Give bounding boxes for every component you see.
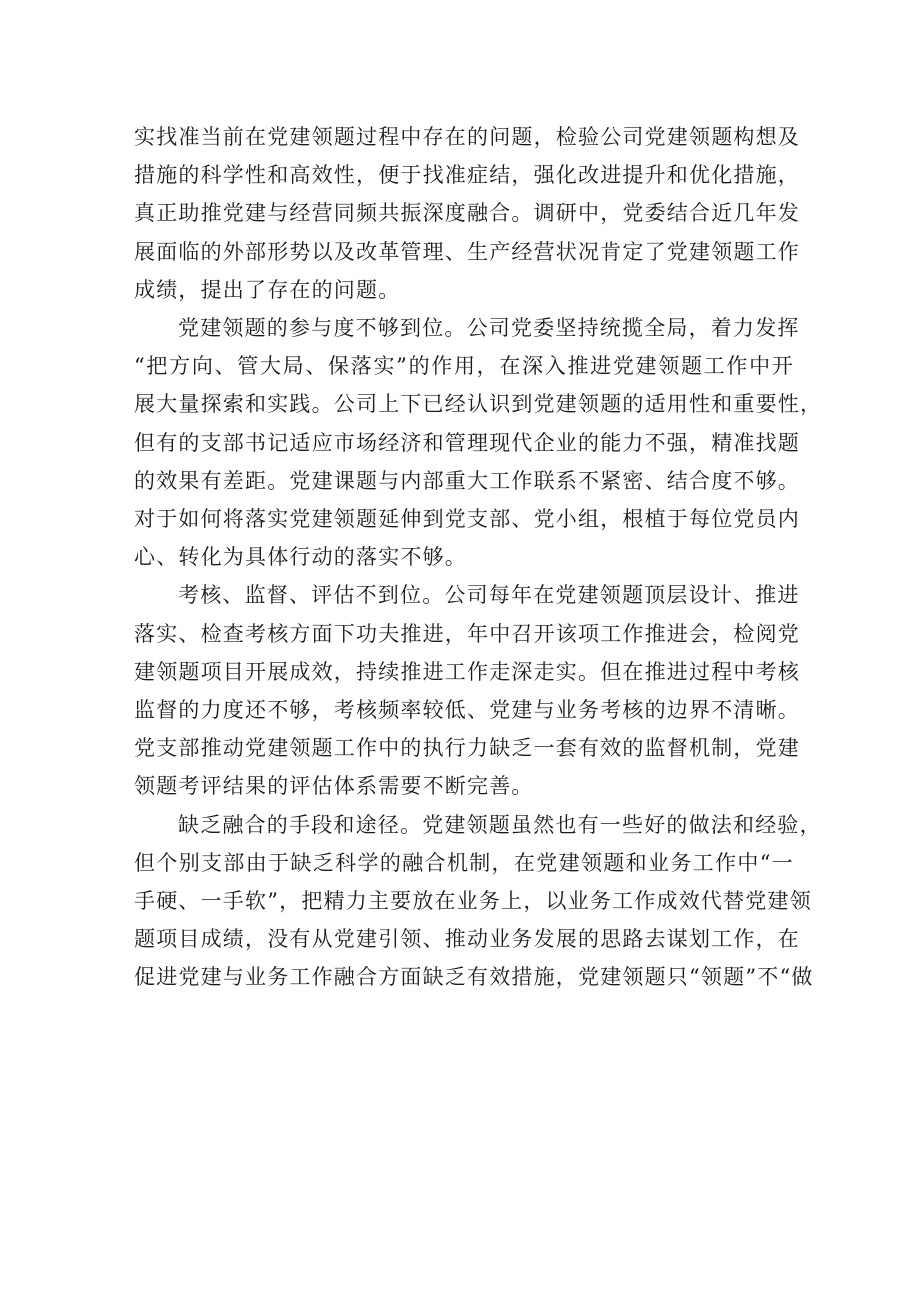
paragraph-3	[134, 576, 800, 805]
text-line: 落实、检查考核方面下功夫推进，年中召开该项工作推进会，检阅党	[134, 621, 800, 646]
text-line: 的效果有差距。党建课题与内部重大工作联系不紧密、结合度不够。	[134, 468, 800, 493]
text-line: 但有的支部书记适应市场经济和管理现代企业的能力不强，精准找题	[134, 430, 800, 455]
text-line: 党支部推动党建领题工作中的执行力缺乏一套有效的监督机制，党建	[134, 736, 800, 761]
paragraph-4	[134, 806, 822, 997]
text-line: 题项目成绩，没有从党建引领、推动业务发展的思路去谋划工作，在	[134, 927, 800, 952]
text-line: 手硬、一手软”，把精力主要放在业务上，以业务工作成效代替党建领	[134, 889, 812, 914]
text-line: 实找准当前在党建领题过程中存在的问题，检验公司党建领题构想及	[134, 125, 800, 149]
text-line: 心、转化为具体行动的落实不够。	[134, 545, 467, 570]
text-line: 但个别支部由于缺乏科学的融合机制，在党建领题和业务工作中“一	[134, 850, 794, 875]
text-line: 缺乏融合的手段和途径。党建领题虽然也有一些好的做法和经验，	[178, 812, 822, 837]
body-text	[134, 118, 823, 997]
text-line: 考核、监督、评估不到位。公司每年在党建领题顶层设计、推进	[178, 583, 800, 608]
text-line: 真正助推党建与经营同频共振深度融合。调研中，党委结合近几年发	[134, 201, 800, 226]
text-line: 监督的力度还不够，考核频率较低、党建与业务考核的边界不清晰。	[134, 698, 800, 723]
text-line: 促进党建与业务工作融合方面缺乏有效措施，党建领题只“领题”不“做	[134, 965, 814, 990]
text-line: 对于如何将落实党建领题延伸到党支部、党小组，根植于每位党员内	[134, 507, 800, 532]
paragraph-2	[134, 309, 823, 576]
text-line: “把方向、管大局、保落实”的作用，在深入推进党建领题工作中开	[134, 354, 794, 379]
text-line: 展大量探索和实践。公司上下已经认识到党建领题的适用性和重要性，	[134, 392, 823, 417]
text-line: 展面临的外部形势以及改革管理、生产经营状况肯定了党建领题工作	[134, 239, 800, 264]
text-line: 建领题项目开展成效，持续推进工作走深走实。但在推进过程中考核	[134, 659, 800, 684]
text-line: 成绩，提出了存在的问题。	[134, 277, 401, 302]
text-line: 措施的科学性和高效性，便于找准症结，强化改进提升和优化措施，	[134, 163, 800, 188]
text-line: 领题考评结果的评估体系需要不断完善。	[134, 774, 534, 799]
text-line: 党建领题的参与度不够到位。公司党委坚持统揽全局，着力发挥	[178, 316, 800, 341]
paragraph-1	[134, 118, 800, 309]
